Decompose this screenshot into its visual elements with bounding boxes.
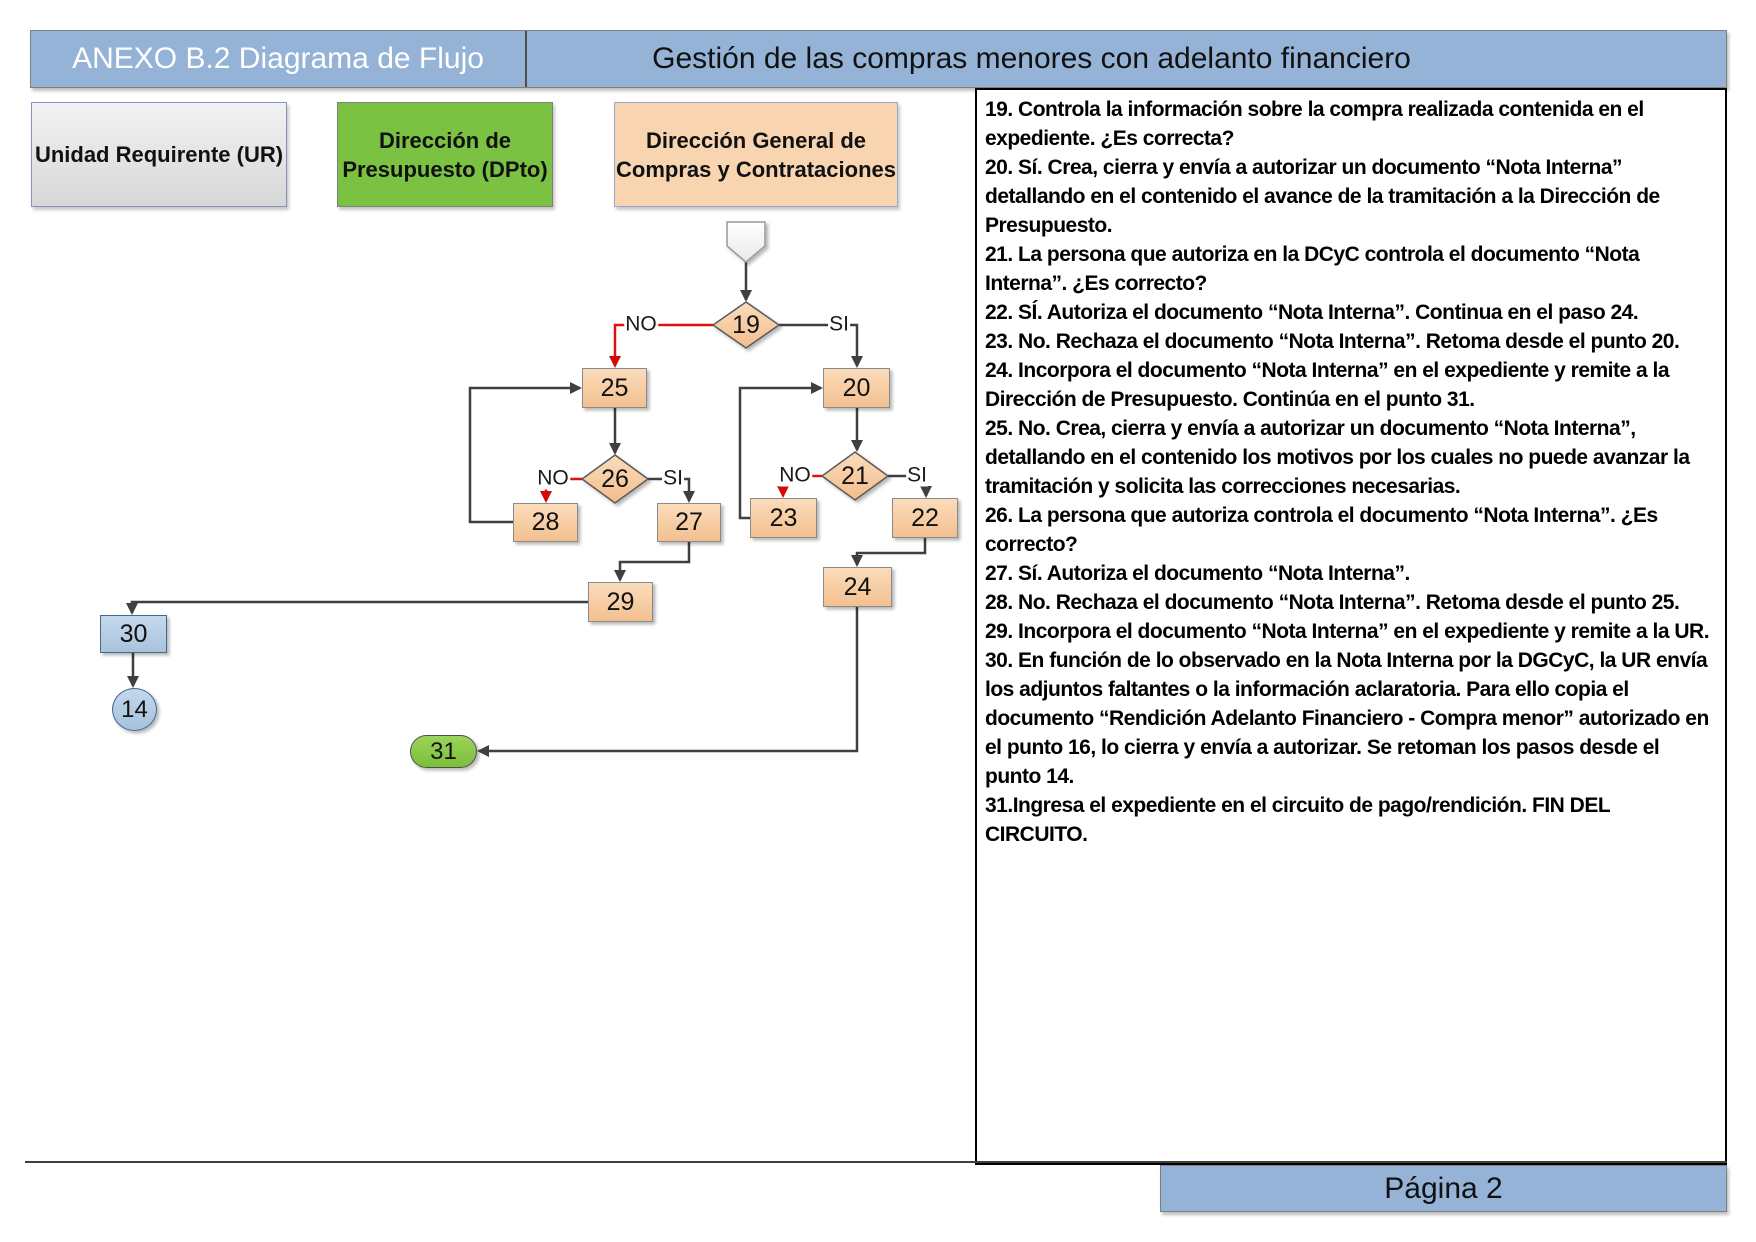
process-box-23: 23: [750, 498, 817, 538]
process-box-24: 24: [823, 567, 892, 607]
off-page-connector: [727, 222, 765, 262]
step-29: 29. Incorpora el documento “Nota Interna” en el expediente y remite a la UR.: [985, 620, 1710, 643]
process-box-28: 28: [513, 503, 578, 542]
steps-panel: [975, 88, 1727, 1165]
process-title: Gestión de las compras menores con adelanto financiero: [652, 42, 1411, 75]
edge-label-21-si: SI: [907, 463, 927, 487]
step-26: 26. La persona que autoriza controla el documento “Nota Interna”. ¿Es correcto?: [985, 504, 1658, 556]
step-23: 23. No. Rechaza el documento “Nota Interna”. Retoma desde el punto 20.: [985, 330, 1680, 353]
process-box-30: 30: [100, 615, 167, 653]
decision-21-shape: [822, 452, 888, 500]
decision-26-shape: [582, 455, 648, 503]
terminator-31: 31: [410, 735, 477, 768]
process-box-20: 20: [823, 368, 890, 408]
step-19: 19. Controla la información sobre la compra realizada contenida en el expediente. ¿Es correcta?: [985, 98, 1644, 150]
lane-header-direccion-compras: Dirección General de Compras y Contrataciones: [614, 102, 898, 207]
page-bottom-rule: [25, 1161, 1727, 1163]
step-24: 24. Incorpora el documento “Nota Interna” en el expediente y remite a la Dirección de Presupuesto. Continúa en el punto 31.: [985, 359, 1670, 411]
step-25: 25. No. Crea, cierra y envía a autorizar un documento “Nota Interna”, detallando en el contenido los motivos por los cuales no puede avanzar la tramitación y solicita las correcciones necesarias.: [985, 417, 1690, 498]
decision-19-shape: [713, 302, 779, 348]
edge-label-19-si: SI: [829, 312, 849, 336]
edge-29-to-30: [132, 602, 588, 613]
decision-26-label: 26: [601, 464, 629, 493]
process-box-25: 25: [582, 368, 647, 408]
edge-24-to-31: [479, 607, 857, 751]
edge-label-26-si: SI: [663, 466, 683, 490]
edge-22-to-24: [857, 538, 925, 565]
step-27: 27. Sí. Autoriza el documento “Nota Interna”.: [985, 562, 1410, 585]
process-box-22: 22: [892, 498, 958, 538]
decision-19-label: 19: [732, 310, 760, 339]
edge-label-21-no: NO: [779, 463, 811, 487]
edge-28-loop-to-25: [470, 388, 580, 522]
step-21: 21. La persona que autoriza en la DCyC controla el documento “Nota Interna”. ¿Es correcto?: [985, 243, 1640, 295]
step-22: 22. SÍ. Autoriza el documento “Nota Interna”. Continua en el paso 24.: [985, 301, 1639, 324]
process-box-27: 27: [657, 503, 721, 542]
step-30: 30. En función de lo observado en la Nota Interna por la DGCyC, la UR envía los adjuntos faltantes o la información aclaratoria. Para ello copia el documento “Rendición Adelanto Financiero - Compra menor” autorizado en el punto 16, lo cierra y envía a autorizar. Se retoman los pasos desde el punto 14.: [985, 649, 1709, 788]
annex-title: ANEXO B.2 Diagrama de Flujo: [31, 31, 527, 87]
step-31: 31.Ingresa el expediente en el circuito de pago/rendición. FIN DEL CIRCUITO.: [985, 794, 1610, 846]
connector-circle-14: 14: [112, 688, 157, 731]
step-20: 20. Sí. Crea, cierra y envía a autorizar un documento “Nota Interna” detallando en el contenido el avance de la tramitación a la Dirección de Presupuesto.: [985, 156, 1660, 237]
process-box-29: 29: [588, 582, 653, 622]
edge-label-19-no: NO: [625, 312, 657, 336]
step-28: 28. No. Rechaza el documento “Nota Interna”. Retoma desde el punto 25.: [985, 591, 1680, 614]
edge-label-26-no: NO: [537, 466, 569, 490]
lane-header-unidad-requirente: Unidad Requirente (UR): [31, 102, 287, 207]
decision-21-label: 21: [841, 461, 869, 490]
page-number-box: Página 2: [1160, 1165, 1727, 1212]
edge-27-to-29: [620, 542, 689, 580]
lane-header-direccion-presupuesto: Dirección de Presupuesto (DPto): [337, 102, 553, 207]
